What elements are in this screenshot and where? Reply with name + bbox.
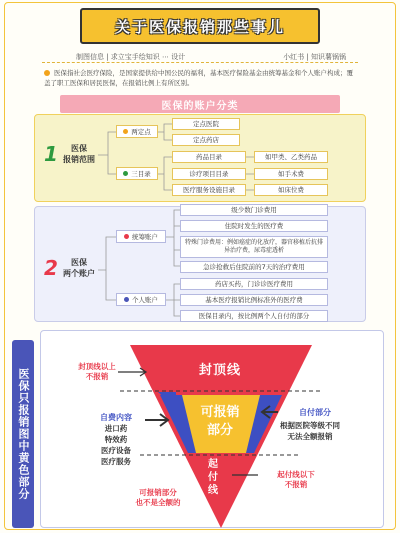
item-designated-hospital: 定点医院 xyxy=(172,118,240,130)
self-pay-label: 自费内容 xyxy=(100,413,132,422)
group-three-catalogs: 三目录 xyxy=(116,167,158,180)
self-share-label: 自付部分 xyxy=(299,408,331,417)
personal-account: 个人账户 xyxy=(116,293,166,306)
page-title: 关于医保报销那些事儿 xyxy=(80,8,320,44)
pool-account: 统筹账户 xyxy=(116,230,166,243)
personal-item-3: 医保目录内，按比例两个人自付的部分 xyxy=(180,310,328,322)
cap-line-label: 封顶线 xyxy=(198,363,241,378)
meta-right: 小红书 | 知识薯锅锅 xyxy=(283,53,346,61)
cap-note: 封顶线以上 不报销 xyxy=(78,362,116,381)
item-designated-pharmacy: 定点药店 xyxy=(172,134,240,146)
note-treatment: 如手术费 xyxy=(254,168,328,180)
reimbursable-part: 可报销 部分 xyxy=(200,405,240,438)
side-tag: 医保只报销图中黄色部分 xyxy=(12,340,34,528)
pool-item-4: 急诊抢救后住院前的7天的治疗费用 xyxy=(180,261,328,273)
personal-item-2: 基本医疗报销比例标准外的医疗费 xyxy=(180,294,328,306)
start-line-label: 起 付 线 xyxy=(208,459,218,496)
self-share-note: 根据医院等级不同 无法全额报销 xyxy=(280,421,340,441)
section-title: 医保的账户分类 xyxy=(60,95,340,113)
not-full-note: 可报销部分 也不是全额的 xyxy=(135,488,181,507)
scope-number: 1 xyxy=(44,142,58,166)
personal-item-1: 药店买药，门诊诊医疗费用 xyxy=(180,278,328,290)
pool-item-2: 住院时发生的医疗费 xyxy=(180,220,328,232)
meta-left: 制图信息 | 求立宝手绘知识 ⋯ 设计 xyxy=(76,53,186,61)
group-two-points: 两定点 xyxy=(116,125,158,138)
accounts-label: 医保 两个账户 xyxy=(63,258,95,278)
self-pay-items: 进口药 特效药 医疗设备 医疗服务 xyxy=(101,424,131,466)
scope-label: 医保 报销范围 xyxy=(63,144,95,164)
item-facility-catalog: 医疗服务设施目录 xyxy=(172,184,246,196)
intro-body: 医保指社会医疗保险，是国家提供给中国公民的福利，基本医疗保险基金由统筹基金和个人账户构成；覆盖了职工医保和居民医保，在报销比例上有所区别。 xyxy=(44,69,353,87)
start-note: 起付线以下 不报销 xyxy=(277,470,315,489)
pool-item-1: 级少数门诊费用 xyxy=(180,204,328,216)
note-facility: 如床位费 xyxy=(254,184,328,196)
pool-item-3: 特殊门诊费用：例如癌症的化放疗，器官移植后抗排异治疗费，尿毒症透析 xyxy=(180,236,328,258)
item-drug-catalog: 药品目录 xyxy=(172,151,246,163)
item-treatment-catalog: 诊疗项目目录 xyxy=(172,168,246,180)
accounts-number: 2 xyxy=(44,256,58,280)
note-drug: 如甲类、乙类药品 xyxy=(254,151,328,163)
